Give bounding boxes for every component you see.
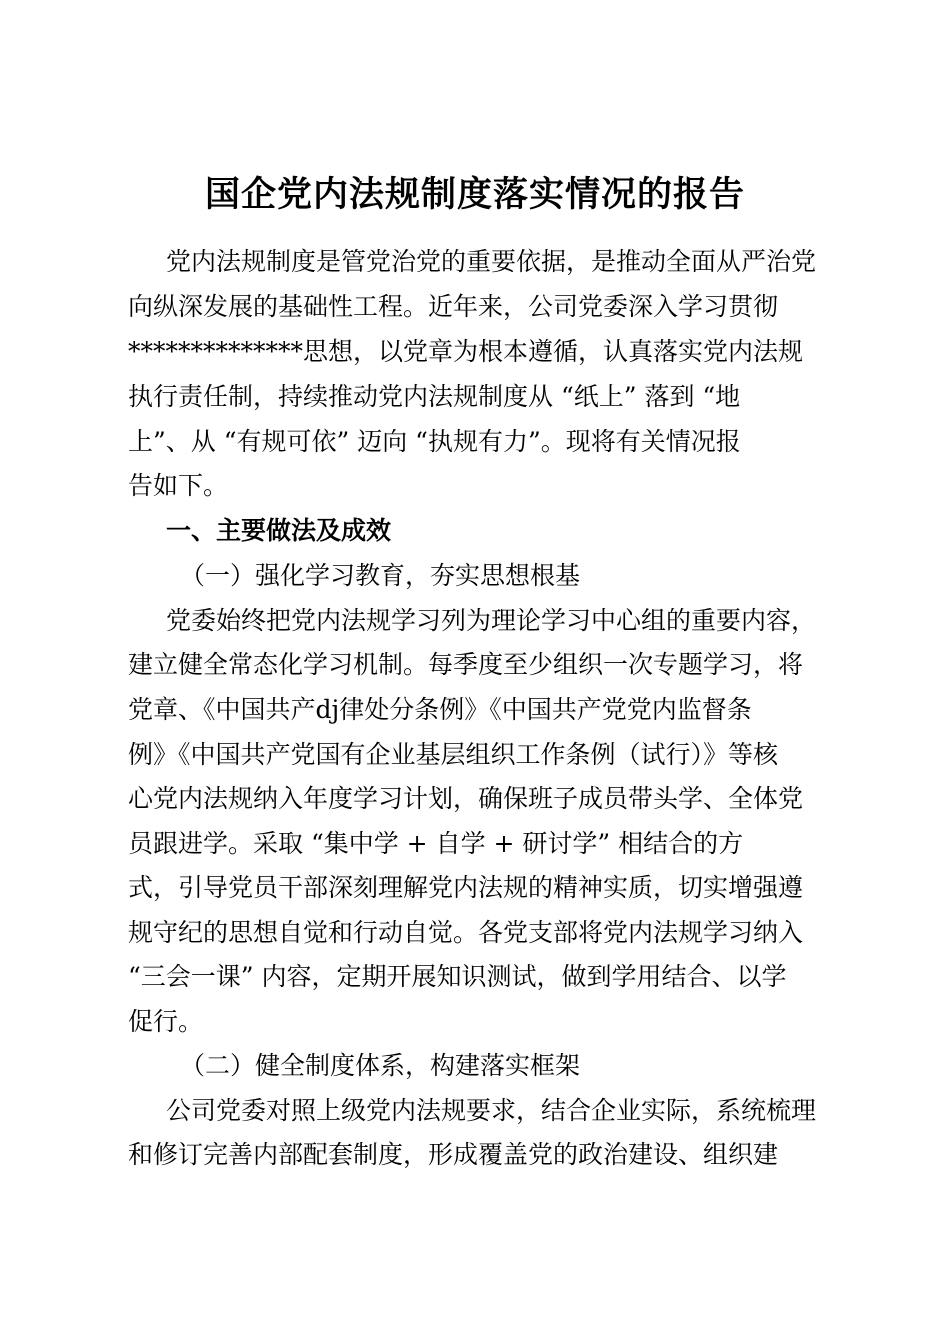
intro-line: 上”、从 “有规可依” 迈向 “执规有力”。现将有关情况报	[128, 427, 741, 456]
intro-line: 告如下。	[128, 471, 229, 500]
intro-line: 执行责任制，持续推动党内法规制度从 “纸上” 落到 “地	[128, 382, 741, 411]
intro-line: 党内法规制度是管党治党的重要依据，是推动全面从严治党	[166, 247, 817, 276]
paragraph-line: 员跟进学。采取 “集中学 + 自学 + 研讨学” 相结合的方	[128, 829, 744, 858]
paragraph-line: 建立健全常态化学习机制。每季度至少组织一次专题学习，将	[128, 650, 804, 679]
intro-line: **************思想，以党章为根本遵循，认真落实党内法规	[128, 337, 804, 366]
paragraph-line: 公司党委对照上级党内法规要求，结合企业实际，系统梳理	[166, 1096, 817, 1125]
paragraph-line: 心党内法规纳入年度学习计划，确保班子成员带头学、全体党	[128, 784, 804, 813]
paragraph-line: 和修订完善内部配套制度，形成覆盖党的政治建设、组织建	[128, 1140, 779, 1169]
paragraph-line: 党委始终把党内法规学习列为理论学习中心组的重要内容，	[166, 606, 817, 635]
document-title: 国企党内法规制度落实情况的报告	[204, 174, 745, 215]
paragraph-line: “三会一课” 内容，定期开展知识测试，做到学用结合、以学	[128, 962, 787, 991]
paragraph-line: 党章、《中国共产dj律处分条例》《中国共产党党内监督条	[128, 695, 752, 724]
paragraph-line: 规守纪的思想自觉和行动自觉。各党支部将党内法规学习纳入	[128, 918, 804, 947]
paragraph-line: 式，引导党员干部深刻理解党内法规的精神实质，切实增强遵	[128, 873, 804, 902]
subsection-heading: （一）强化学习教育，夯实思想根基	[180, 561, 581, 590]
intro-line: 向纵深发展的基础性工程。近年来，公司党委深入学习贯彻	[128, 292, 779, 321]
section-heading: 一、主要做法及成效	[166, 516, 392, 545]
subsection-heading: （二）健全制度体系，构建落实框架	[180, 1051, 581, 1080]
paragraph-line: 促行。	[128, 1007, 204, 1036]
paragraph-line: 例》《中国共产党国有企业基层组织工作条例（试行）》等核	[128, 740, 779, 769]
